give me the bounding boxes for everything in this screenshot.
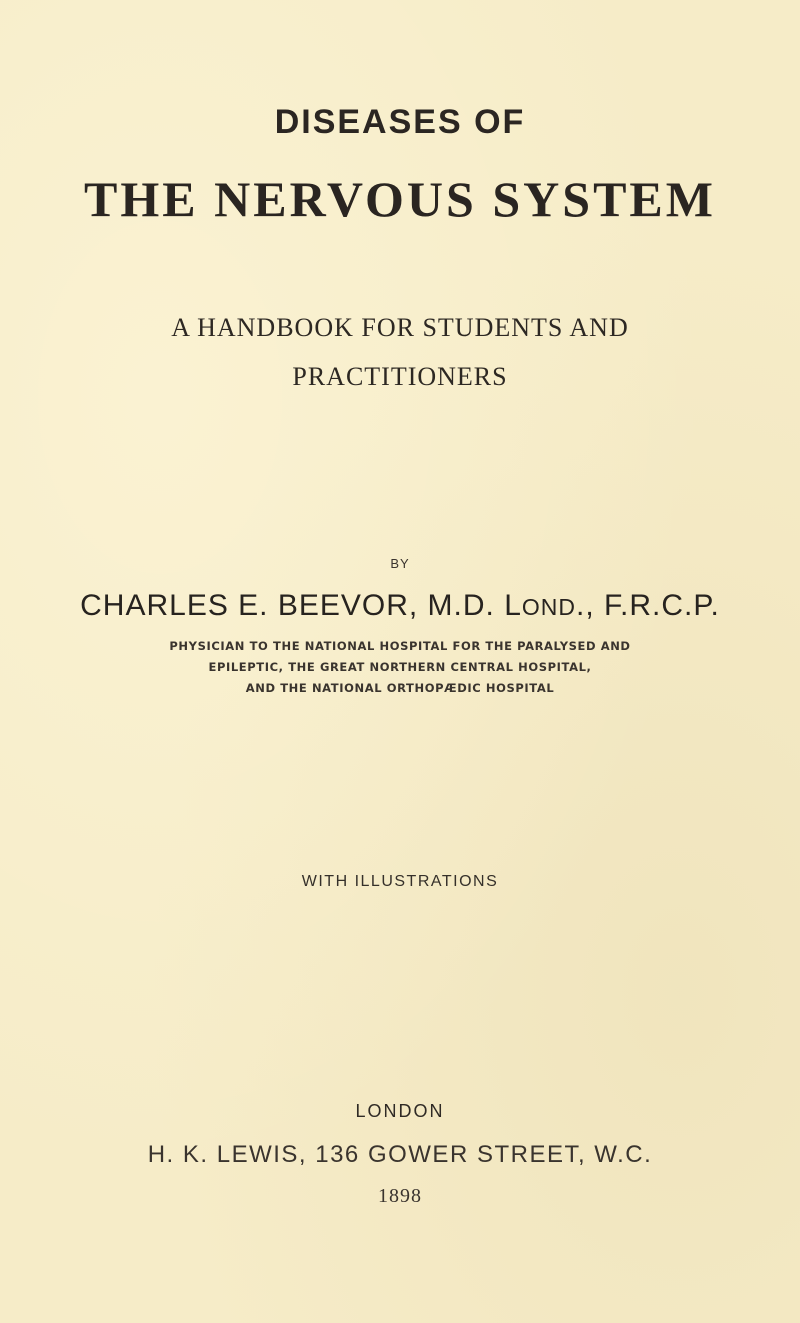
byline: BY [390, 556, 410, 571]
subtitle-line-2: PRACTITIONERS [292, 362, 508, 391]
author-lond-rest: OND [521, 594, 577, 620]
credentials-line-2: EPILEPTIC, THE GREAT NORTHERN CENTRAL HOSPITAL, [208, 660, 592, 674]
credentials-line-1: PHYSICIAN TO THE NATIONAL HOSPITAL FOR THE PARALYSED AND [169, 639, 631, 653]
title-line-2: THE NERVOUS SYSTEM [84, 171, 716, 227]
title-line-1: DISEASES OF [274, 103, 526, 141]
imprint-publisher: H. K. LEWIS, 136 GOWER STREET, W.C. [147, 1141, 653, 1168]
illustrations-note: WITH ILLUSTRATIONS [301, 873, 499, 890]
credentials-line-3: AND THE NATIONAL ORTHOPÆDIC HOSPITAL [245, 681, 555, 695]
author-lond-initial: L [504, 589, 522, 622]
subtitle-line-1: A HANDBOOK FOR STUDENTS AND [171, 313, 629, 342]
imprint-year: 1898 [378, 1185, 422, 1207]
author-name-main: CHARLES E. BEEVOR, M.D. [80, 589, 505, 622]
author-credentials [0, 636, 800, 699]
imprint-city: LONDON [355, 1101, 445, 1121]
author-degrees: ., F.R.C.P. [576, 589, 720, 622]
author-name [0, 589, 800, 623]
